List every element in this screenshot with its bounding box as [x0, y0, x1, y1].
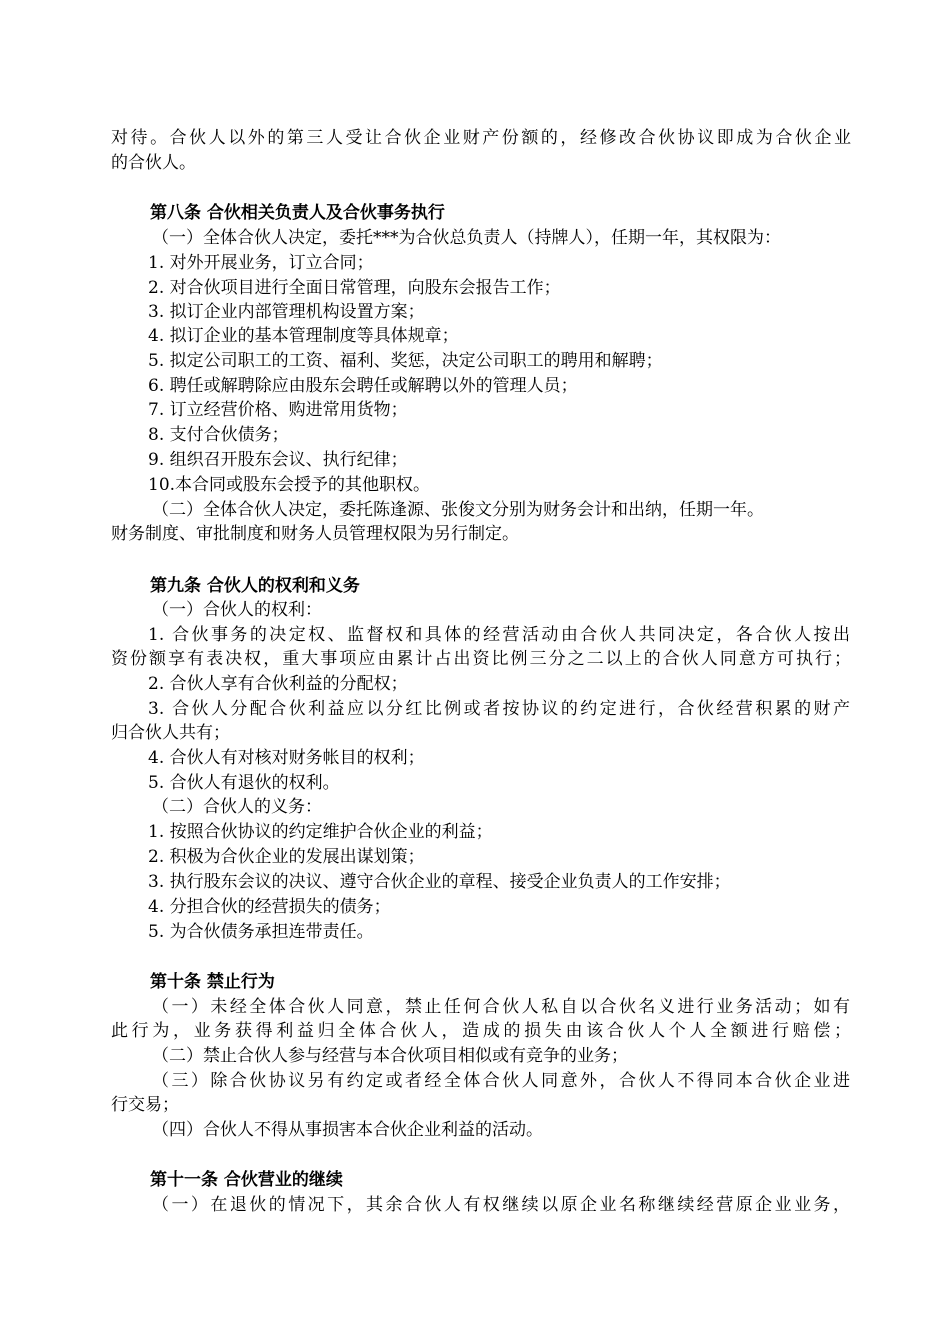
list-item: 9. 组织召开股东会议、执行纪律；	[148, 450, 408, 470]
list-item: 4. 合伙人有对核对财务帐目的权利；	[148, 748, 425, 768]
list-item: 1. 按照合伙协议的约定维护合伙企业的利益；	[148, 822, 493, 842]
list-item: 5. 合伙人有退伙的权利。	[148, 773, 340, 793]
paragraph-line: 行交易；	[111, 1095, 179, 1115]
list-item: 1. 合伙事务的决定权、监督权和具体的经营活动由合伙人共同决定，各合伙人按出	[148, 625, 850, 645]
list-item: 7. 订立经营价格、购进常用货物；	[148, 400, 408, 420]
list-item: 5. 拟定公司职工的工资、福利、奖惩，决定公司职工的聘用和解聘；	[148, 351, 663, 371]
list-item: 2. 对合伙项目进行全面日常管理，向股东会报告工作；	[148, 278, 561, 298]
list-item: 8. 支付合伙债务；	[148, 425, 289, 445]
clause-line: （四）合伙人不得从事损害本合伙企业利益的活动。	[152, 1120, 543, 1140]
paragraph-line: 归合伙人共有；	[111, 723, 230, 743]
list-item: 1. 对外开展业务，订立合同；	[148, 253, 374, 273]
clause-line: （一）合伙人的权利：	[152, 600, 322, 620]
article-8-heading: 第八条 合伙相关负责人及合伙事务执行	[150, 203, 445, 223]
clause-line: （一）全体合伙人决定，委托***为合伙总负责人（持牌人），任期一年，其权限为：	[152, 228, 781, 248]
clause-line: （一）未经全体合伙人同意，禁止任何合伙人私自以合伙名义进行业务活动；如有	[152, 997, 850, 1017]
clause-line: （二）合伙人的义务：	[152, 797, 322, 817]
list-item: 5. 为合伙债务承担连带责任。	[148, 922, 374, 942]
article-9-heading: 第九条 合伙人的权利和义务	[150, 576, 360, 596]
article-11-heading: 第十一条 合伙营业的继续	[150, 1170, 343, 1190]
list-item: 3. 执行股东会议的决议、遵守合伙企业的章程、接受企业负责人的工作安排；	[148, 872, 731, 892]
paragraph-line: 此行为，业务获得利益归全体合伙人，造成的损失由该合伙人个人全额进行赔偿；	[111, 1021, 851, 1041]
list-item: 4. 分担合伙的经营损失的债务；	[148, 897, 391, 917]
list-item: 4. 拟订企业的基本管理制度等具体规章；	[148, 326, 459, 346]
list-item: 2. 积极为合伙企业的发展出谋划策；	[148, 847, 425, 867]
list-item: 2. 合伙人享有合伙利益的分配权；	[148, 674, 408, 694]
clause-line: （三）除合伙协议另有约定或者经全体合伙人同意外，合伙人不得同本合伙企业进	[152, 1071, 850, 1091]
list-item: 10.本合同或股东会授予的其他职权。	[148, 475, 431, 495]
clause-line: （二）全体合伙人决定，委托陈逢源、张俊文分别为财务会计和出纳，任期一年。	[152, 500, 764, 520]
clause-line: （二）禁止合伙人参与经营与本合伙项目相似或有竞争的业务；	[152, 1046, 628, 1066]
article-10-heading: 第十条 禁止行为	[150, 972, 275, 992]
paragraph-line: 财务制度、审批制度和财务人员管理权限为另行制定。	[111, 524, 519, 544]
clause-line: （一）在退伙的情况下，其余合伙人有权继续以原企业名称继续经营原企业业务，	[152, 1195, 850, 1215]
paragraph-line: 的合伙人。	[111, 153, 196, 173]
list-item: 6. 聘任或解聘除应由股东会聘任或解聘以外的管理人员；	[148, 376, 578, 396]
paragraph-line: 对待。合伙人以外的第三人受让合伙企业财产份额的，经修改合伙协议即成为合伙企业	[111, 128, 851, 148]
list-item: 3. 合伙人分配合伙利益应以分红比例或者按协议的约定进行，合伙经营积累的财产	[148, 699, 850, 719]
paragraph-line: 资份额享有表决权，重大事项应由累计占出资比例三分之二以上的合伙人同意方可执行；	[111, 649, 851, 669]
list-item: 3. 拟订企业内部管理机构设置方案；	[148, 302, 425, 322]
